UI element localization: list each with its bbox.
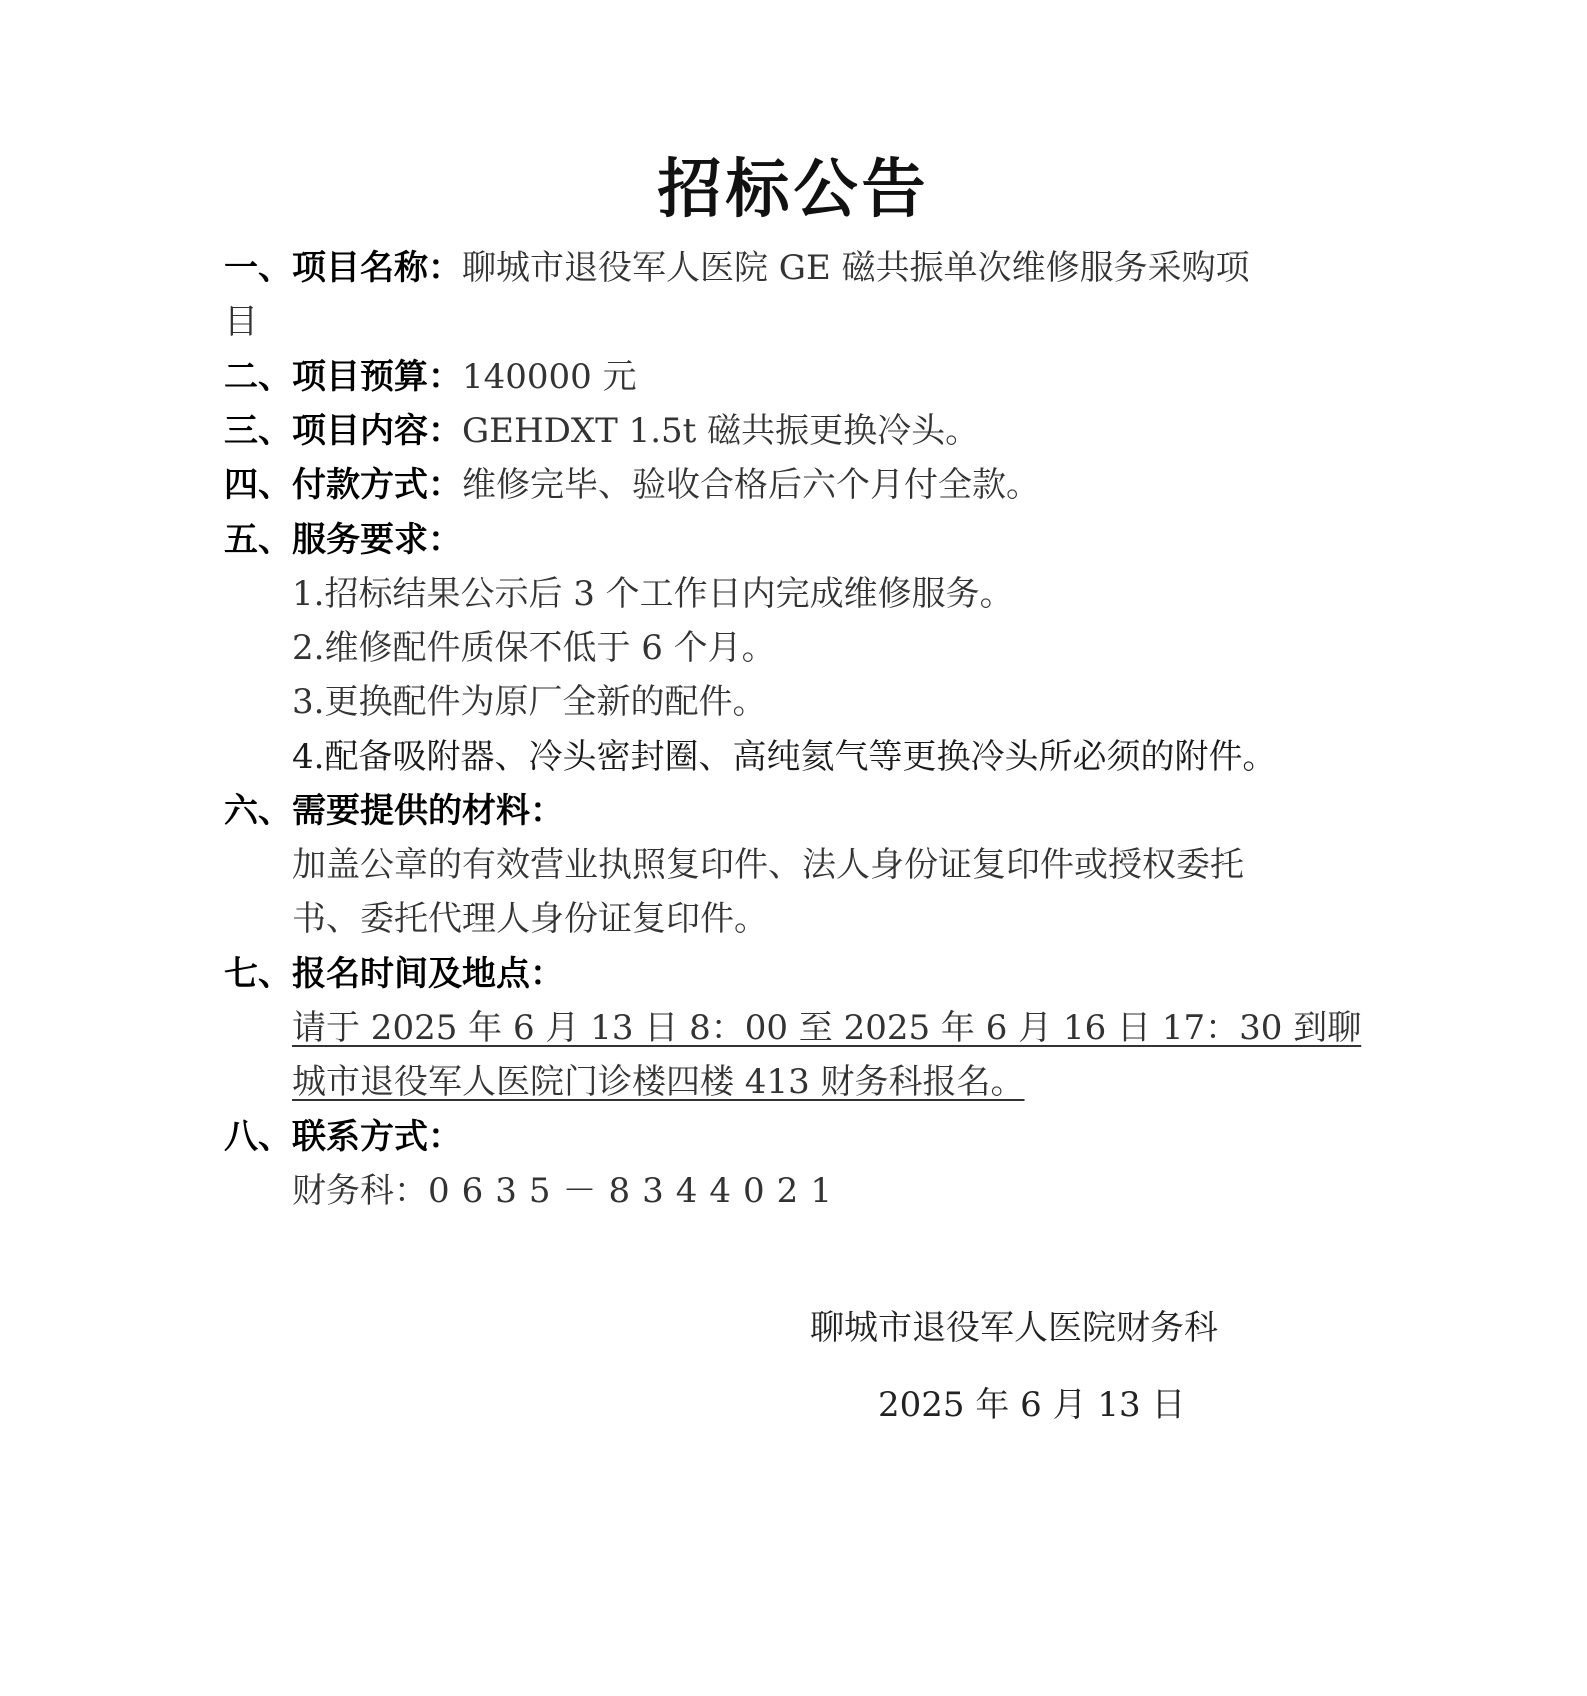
requirement-item: 2.维修配件质保不低于 6 个月。 xyxy=(292,628,776,668)
page-title: 招标公告 xyxy=(657,152,930,227)
section-heading: 三、项目内容： xyxy=(224,411,462,451)
contact-line xyxy=(292,1169,844,1213)
section-project-name xyxy=(224,246,1250,290)
contact-label: 财务科： xyxy=(292,1171,428,1211)
signature-organization: 聊城市退役军人医院财务科 xyxy=(810,1308,1218,1348)
section-heading: 四、付款方式： xyxy=(224,465,462,505)
budget-value: 140000 元 xyxy=(462,357,637,397)
registration-text-cont: 城市退役军人医院门诊楼四楼 413 财务科报名。 xyxy=(292,1062,1025,1102)
materials-text-cont: 书、委托代理人身份证复印件。 xyxy=(292,899,768,939)
registration-text: 请于 2025 年 6 月 13 日 8：00 至 2025 年 6 月 16 日 17：30 到聊 xyxy=(292,1008,1362,1048)
materials-text: 加盖公章的有效营业执照复印件、法人身份证复印件或授权委托 xyxy=(292,845,1244,885)
section-heading: 一、项目名称： xyxy=(224,248,462,288)
section-payment xyxy=(224,463,1040,507)
requirement-item: 3.更换配件为原厂全新的配件。 xyxy=(292,682,767,722)
contact-phone: 0635－8344021 xyxy=(428,1171,844,1211)
section-materials-heading: 六、需要提供的材料： xyxy=(224,791,564,831)
section-contact-heading: 八、联系方式： xyxy=(224,1117,462,1157)
section-heading: 二、项目预算： xyxy=(224,357,462,397)
section-content xyxy=(224,409,979,453)
content-value: GEHDXT 1.5t 磁共振更换冷头。 xyxy=(462,411,980,451)
section-registration-heading: 七、报名时间及地点： xyxy=(224,954,564,994)
requirement-item: 1.招标结果公示后 3 个工作日内完成维修服务。 xyxy=(292,574,1014,614)
project-name-value-cont: 目 xyxy=(224,302,258,342)
section-service-requirements-heading: 五、服务要求： xyxy=(224,520,462,560)
section-budget xyxy=(224,355,637,399)
payment-value: 维修完毕、验收合格后六个月付全款。 xyxy=(462,465,1040,505)
project-name-value: 聊城市退役军人医院 GE 磁共振单次维修服务采购项 xyxy=(462,248,1250,288)
signature-date: 2025 年 6 月 13 日 xyxy=(878,1385,1186,1425)
requirement-item: 4.配备吸附器、冷头密封圈、高纯氦气等更换冷头所必须的附件。 xyxy=(292,737,1277,777)
